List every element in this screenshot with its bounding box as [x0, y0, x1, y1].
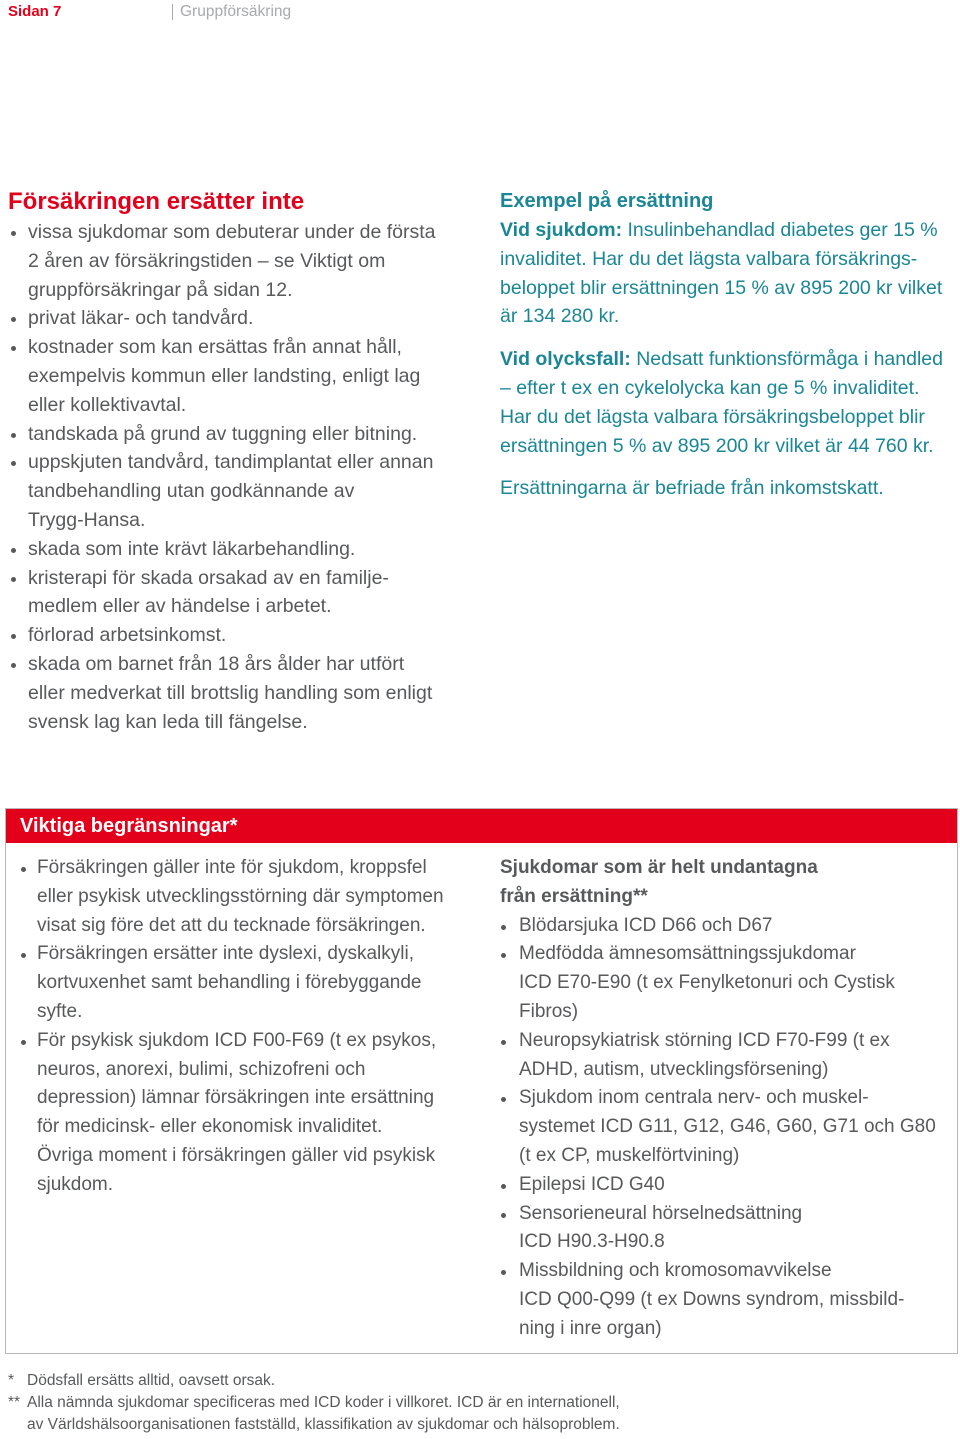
- list-item: [500, 940, 952, 1026]
- list-item-line: visat sig före det att du tecknade försäkringen.: [37, 914, 426, 936]
- list-item: [500, 912, 952, 941]
- example-line: [500, 345, 958, 374]
- list-item-line: för medicinsk- eller ekonomisk invaliditet.: [37, 1116, 383, 1138]
- list-item-line: medlem eller av händelse i arbetet.: [28, 595, 332, 618]
- illness-lead: Vid sjukdom:: [500, 219, 623, 241]
- not-covered-section: [8, 186, 488, 736]
- excluded-diseases-list: [500, 912, 952, 1344]
- example-section: [500, 186, 958, 517]
- list-item-line: ICD Q00-Q99 (t ex Downs syndrom, missbild-: [519, 1288, 905, 1310]
- list-item-line: Neuropsykiatrisk störning ICD F70-F99 (t ex: [519, 1029, 890, 1051]
- tax-note: [500, 474, 958, 503]
- list-item-line: Övriga moment i försäkringen gäller vid psykisk: [37, 1144, 436, 1166]
- limitations-header-band: [6, 809, 957, 843]
- list-item-line: 2 åren av försäkringstiden – se Viktigt om: [28, 249, 386, 272]
- footnote-marker: *: [8, 1372, 15, 1389]
- list-item: [500, 1200, 952, 1258]
- list-item: [20, 940, 480, 1026]
- list-item: [8, 333, 488, 419]
- list-item: [8, 218, 488, 304]
- list-item-line: Försäkringen gäller inte för sjukdom, kroppsfel: [37, 857, 427, 878]
- example-line: beloppet blir ersättningen 15 % av 895 200 kr vilket: [500, 276, 943, 299]
- list-item-line: kristerapi för skada orsakad av en familje-: [28, 566, 389, 589]
- heading-line: Sjukdomar som är helt undantagna: [500, 857, 818, 878]
- example-line: ersättningen 5 % av 895 200 kr vilket är 44 760 kr.: [500, 434, 934, 457]
- list-item: [20, 1027, 480, 1200]
- footnote-line: Alla nämnda sjukdomar specificeras med ICD koder i villkoret. ICD är en internationell,: [27, 1394, 620, 1411]
- list-item-line: förlorad arbetsinkomst.: [28, 624, 227, 647]
- not-covered-list: [8, 218, 488, 736]
- list-item-line: Försäkringen ersätter inte dyslexi, dyskalkyli,: [37, 943, 414, 965]
- accident-text: Nedsatt funktionsförmåga i handled: [636, 348, 943, 371]
- example-line: är 134 280 kr.: [500, 305, 620, 328]
- list-item-line: ICD H90.3-H90.8: [519, 1231, 665, 1253]
- list-item-line: kortvuxenhet samt behandling i förebyggande: [37, 972, 422, 994]
- list-item-line: systemet ICD G11, G12, G46, G60, G71 och G80: [519, 1116, 936, 1138]
- list-item: [8, 304, 488, 333]
- not-covered-heading: Försäkringen ersätter inte: [8, 188, 305, 215]
- footnotes: [8, 1370, 952, 1436]
- page-header: [0, 0, 960, 24]
- list-item-line: Fibros): [519, 1000, 579, 1022]
- list-item-line: kostnader som kan ersättas från annat håll,: [28, 336, 402, 359]
- list-item-line: eller psykisk utvecklingsstörning där symptomen: [37, 885, 444, 907]
- list-item-line: Blödarsjuka ICD D66 och D67: [519, 914, 773, 936]
- list-item: [8, 448, 488, 534]
- illness-text: Insulinbehandlad diabetes ger 15 %: [627, 219, 938, 241]
- list-item: [500, 1257, 952, 1343]
- footnote-line: Dödsfall ersätts alltid, oavsett orsak.: [27, 1372, 276, 1389]
- list-item-line: eller medverkat till brottslig handling som enligt: [28, 681, 433, 704]
- list-item: [8, 650, 488, 736]
- list-item-line: Epilepsi ICD G40: [519, 1173, 665, 1195]
- list-item-line: vissa sjukdomar som debuterar under de första: [28, 221, 436, 243]
- header-divider: [172, 4, 173, 20]
- list-item: [500, 1171, 952, 1200]
- general-limitations-list: [20, 854, 480, 1200]
- tax-note-line: Ersättningarna är befriade från inkomstskatt.: [500, 477, 884, 500]
- list-item-line: eller kollektivavtal.: [28, 393, 187, 416]
- list-item-line: För psykisk sjukdom ICD F00-F69 (t ex psykos,: [37, 1029, 437, 1051]
- list-item: [8, 564, 488, 622]
- list-item: [8, 621, 488, 650]
- illness-example: [500, 216, 958, 331]
- list-item-line: syfte.: [37, 1000, 83, 1022]
- list-item: [8, 420, 488, 449]
- example-line: Har du det lägsta valbara försäkringsbeloppet blir: [500, 405, 925, 428]
- heading-line: från ersättning**: [500, 885, 648, 907]
- list-item-line: uppskjuten tandvård, tandimplantat eller annan: [28, 451, 434, 474]
- footnote-marker: **: [8, 1394, 21, 1411]
- list-item-line: Trygg-Hansa.: [28, 508, 146, 531]
- list-item-line: depression) lämnar försäkringen inte ersättning: [37, 1087, 435, 1109]
- list-item-line: Medfödda ämnesomsättningssjukdomar: [519, 943, 856, 965]
- list-item-line: Sensorieneural hörselnedsättning: [519, 1202, 803, 1224]
- list-item-line: tandskada på grund av tuggning eller bitning.: [28, 422, 418, 445]
- list-item-line: skada som inte krävt läkarbehandling.: [28, 537, 356, 560]
- limitations-box: [5, 808, 958, 1354]
- footnote: [8, 1392, 952, 1436]
- list-item-line: svensk lag kan leda till fängelse.: [28, 710, 308, 733]
- page-number: Sidan 7: [8, 3, 62, 20]
- list-item-line: Missbildning och kromosomavvikelse: [519, 1260, 832, 1282]
- accident-lead: Vid olycksfall:: [500, 348, 631, 371]
- list-item-line: (t ex CP, muskelförtvining): [519, 1144, 740, 1166]
- list-item-line: Sjukdom inom centrala nerv- och muskel-: [519, 1087, 869, 1109]
- accident-example: [500, 345, 958, 460]
- list-item-line: skada om barnet från 18 års ålder har utfört: [28, 652, 405, 675]
- list-item-line: privat läkar- och tandvård.: [28, 307, 254, 330]
- list-item: [500, 1027, 952, 1085]
- example-line: invaliditet. Har du det lägsta valbara försäkrings-: [500, 247, 918, 270]
- list-item: [8, 535, 488, 564]
- list-item-line: neuros, anorexi, bulimi, schizofreni och: [37, 1058, 366, 1080]
- list-item-line: tandbehandling utan godkännande av: [28, 480, 355, 503]
- footnote: [8, 1370, 952, 1392]
- list-item-line: sjukdom.: [37, 1173, 114, 1195]
- list-item: [20, 854, 480, 940]
- document-title: Gruppförsäkring: [180, 3, 292, 20]
- list-item-line: ADHD, autism, utvecklingsförsening): [519, 1058, 829, 1080]
- list-item: [500, 1084, 952, 1170]
- list-item-line: gruppförsäkringar på sidan 12.: [28, 278, 293, 301]
- excluded-diseases-heading: [500, 854, 952, 912]
- excluded-diseases-column: [500, 854, 952, 1344]
- limitations-heading: Viktiga begränsningar*: [20, 815, 238, 837]
- list-item-line: ICD E70-E90 (t ex Fenylketonuri och Cystisk: [519, 972, 895, 994]
- example-line: [500, 216, 958, 245]
- list-item-line: ning i inre organ): [519, 1317, 662, 1339]
- footnote-line: av Världshälsoorganisationen fastställd, klassifikation av sjukdomar och hälsoproblem.: [27, 1416, 620, 1433]
- list-item-line: exempelvis kommun eller landsting, enligt lag: [28, 364, 421, 387]
- example-line: – efter t ex en cykelolycka kan ge 5 % invaliditet.: [500, 376, 920, 399]
- example-heading: Exempel på ersättning: [500, 190, 714, 212]
